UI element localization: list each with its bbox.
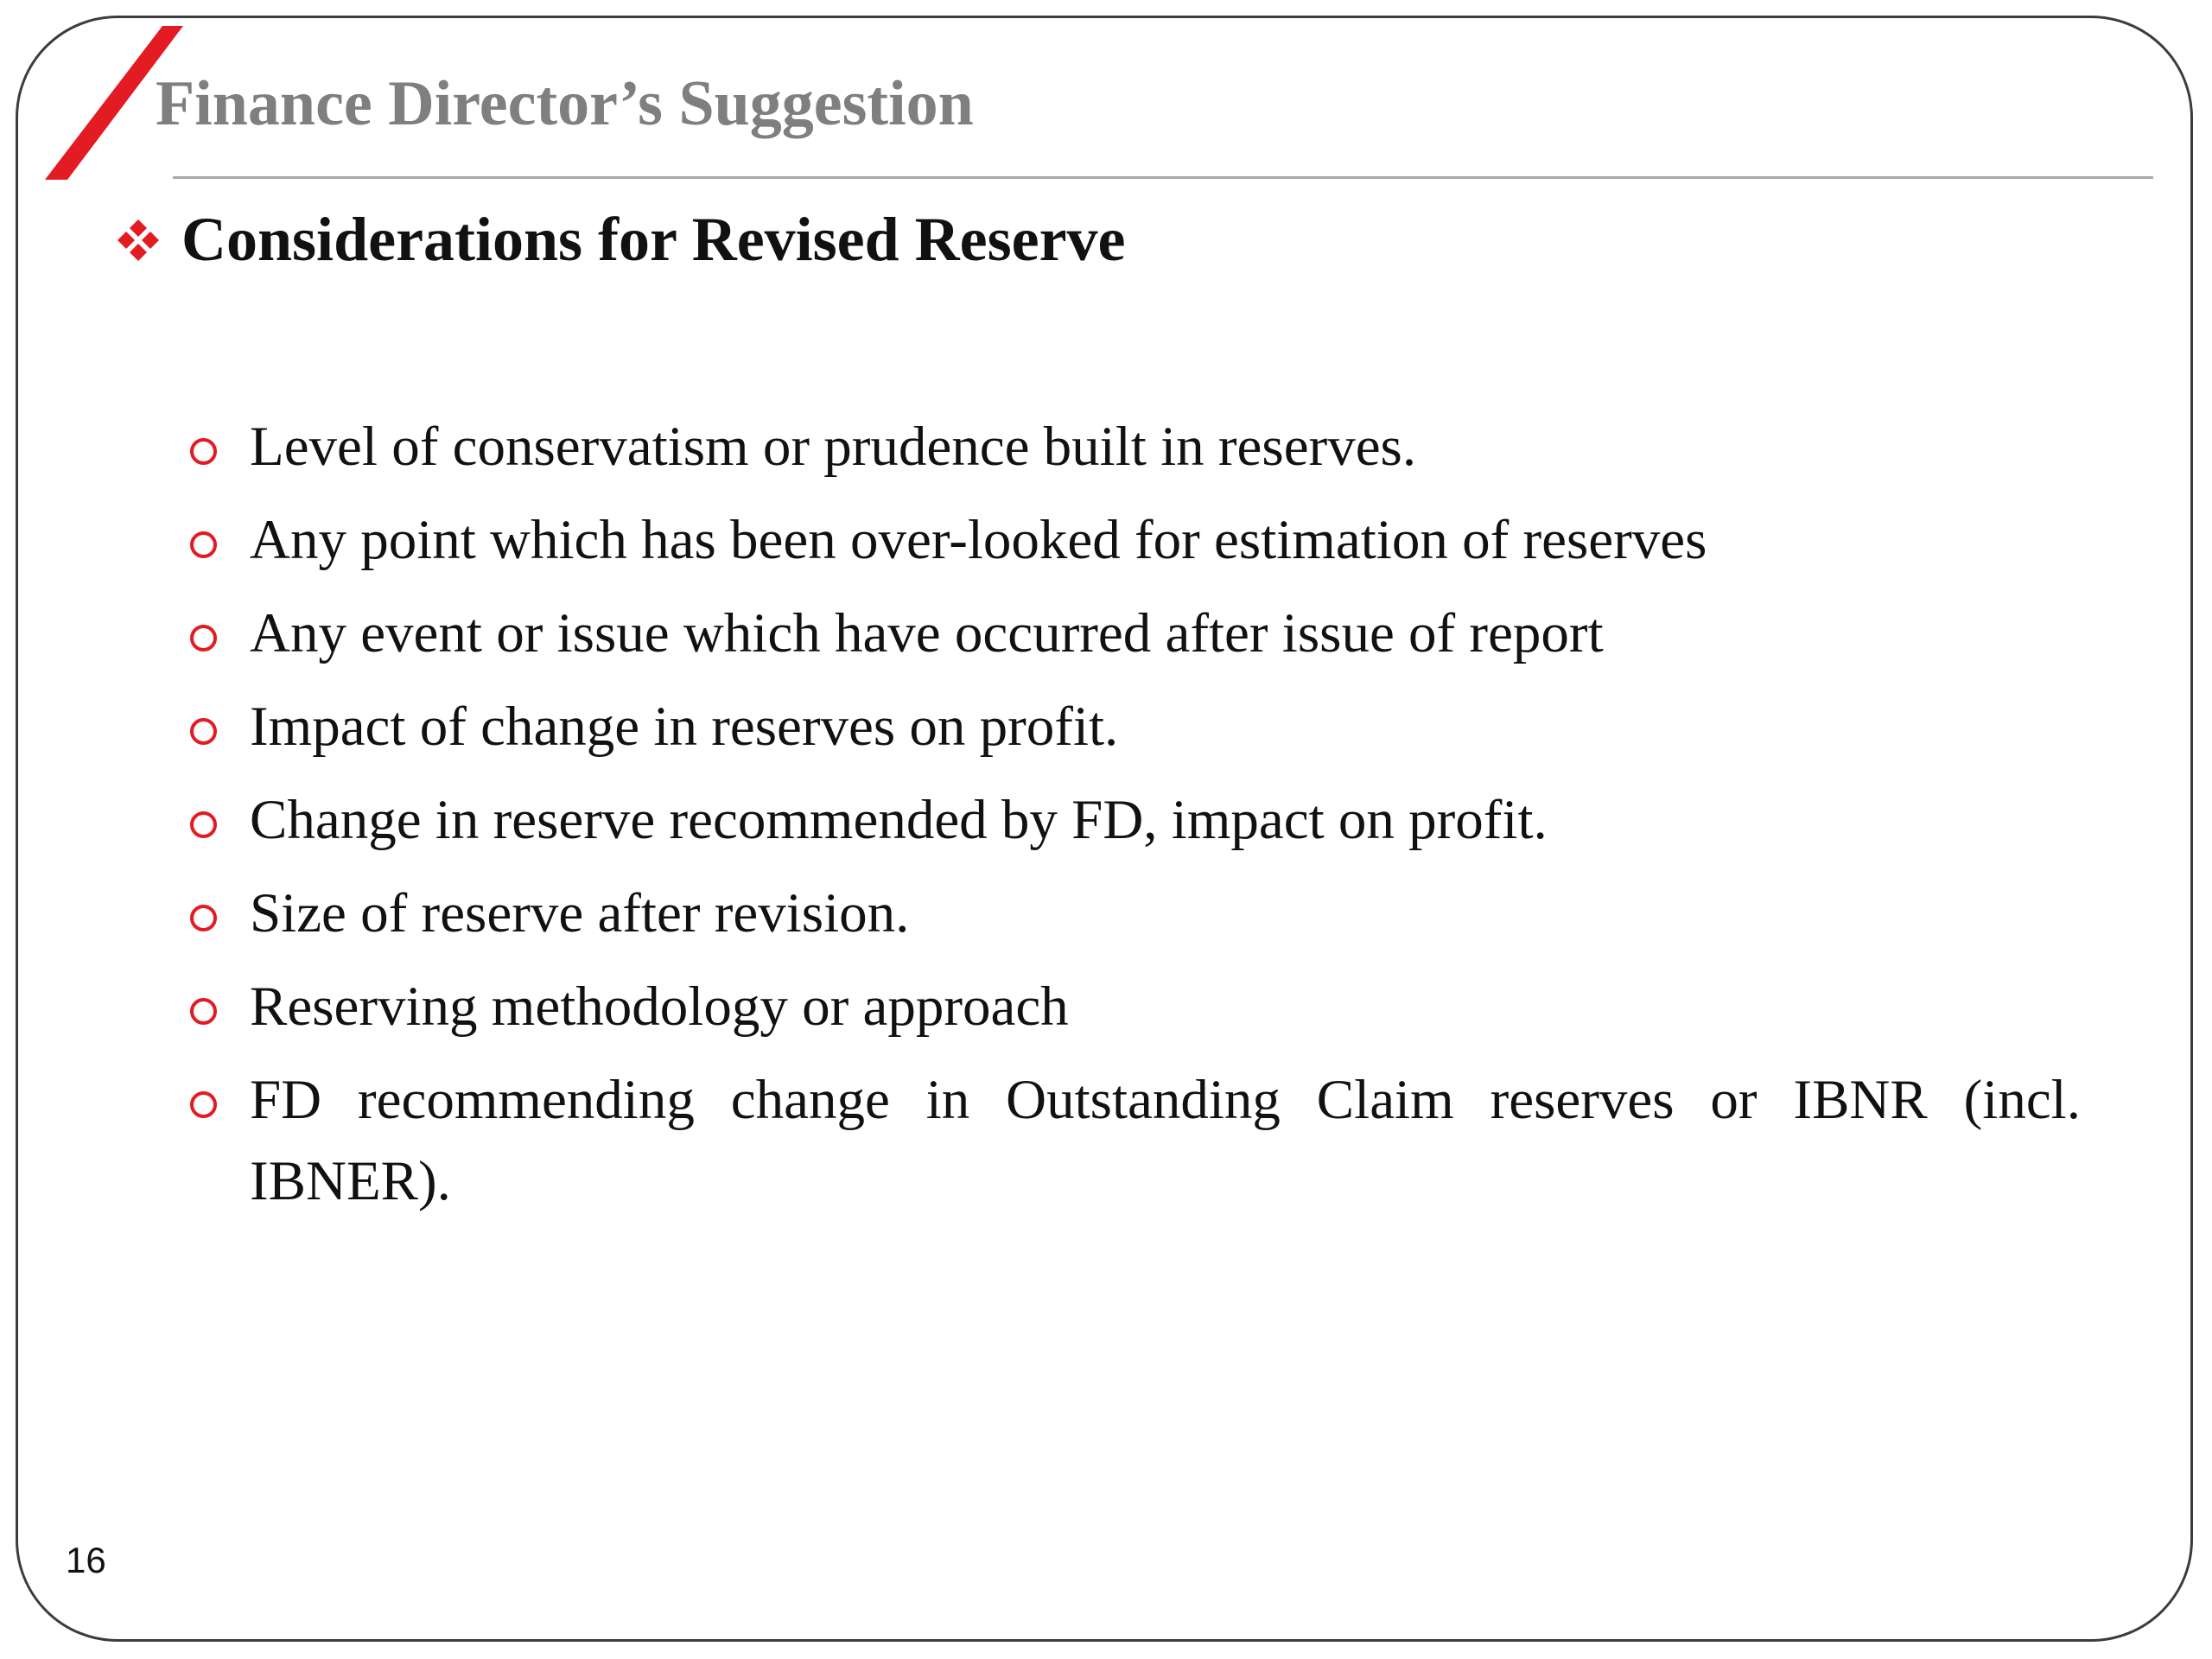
considerations-list bbox=[190, 406, 2081, 1234]
list-item-text: Impact of change in reserves on profit. bbox=[250, 696, 1119, 758]
hollow-circle-icon bbox=[190, 811, 217, 838]
list-item bbox=[190, 593, 2081, 674]
list-item-text: Any event or issue which have occurred after issue of report bbox=[250, 602, 1604, 664]
slide-title: Finance Director’s Suggestion bbox=[156, 68, 974, 139]
hollow-circle-icon bbox=[190, 905, 217, 931]
list-item bbox=[190, 499, 2081, 581]
list-item-text: Size of reserve after revision. bbox=[250, 882, 910, 944]
four-diamond-bullet-icon bbox=[116, 218, 161, 263]
list-item-text: Change in reserve recommended by FD, impact on profit. bbox=[250, 789, 1548, 851]
list-item bbox=[190, 1059, 2081, 1222]
list-item bbox=[190, 873, 2081, 954]
hollow-circle-icon bbox=[190, 531, 217, 558]
list-item-text: Reserving methodology or approach bbox=[250, 976, 1069, 1038]
list-item bbox=[190, 406, 2081, 487]
title-divider bbox=[173, 176, 2153, 179]
hollow-circle-icon bbox=[190, 1091, 217, 1118]
list-item-text: FD recommending change in Outstanding Claim reserves or IBNR (incl. IBNER). bbox=[250, 1069, 2081, 1212]
list-item bbox=[190, 779, 2081, 861]
list-item-text: Level of conservatism or prudence built in reserves. bbox=[250, 416, 1417, 478]
hollow-circle-icon bbox=[190, 438, 217, 465]
hollow-circle-icon bbox=[190, 625, 217, 652]
list-item bbox=[190, 966, 2081, 1047]
hollow-circle-icon bbox=[190, 718, 217, 745]
section-heading-text: Considerations for Revised Reserve bbox=[181, 205, 1126, 274]
section-heading bbox=[116, 204, 1126, 276]
list-item bbox=[190, 686, 2081, 767]
list-item-text: Any point which has been over-looked for estimation of reserves bbox=[250, 509, 1707, 571]
hollow-circle-icon bbox=[190, 998, 217, 1025]
page-number: 16 bbox=[66, 1540, 106, 1580]
